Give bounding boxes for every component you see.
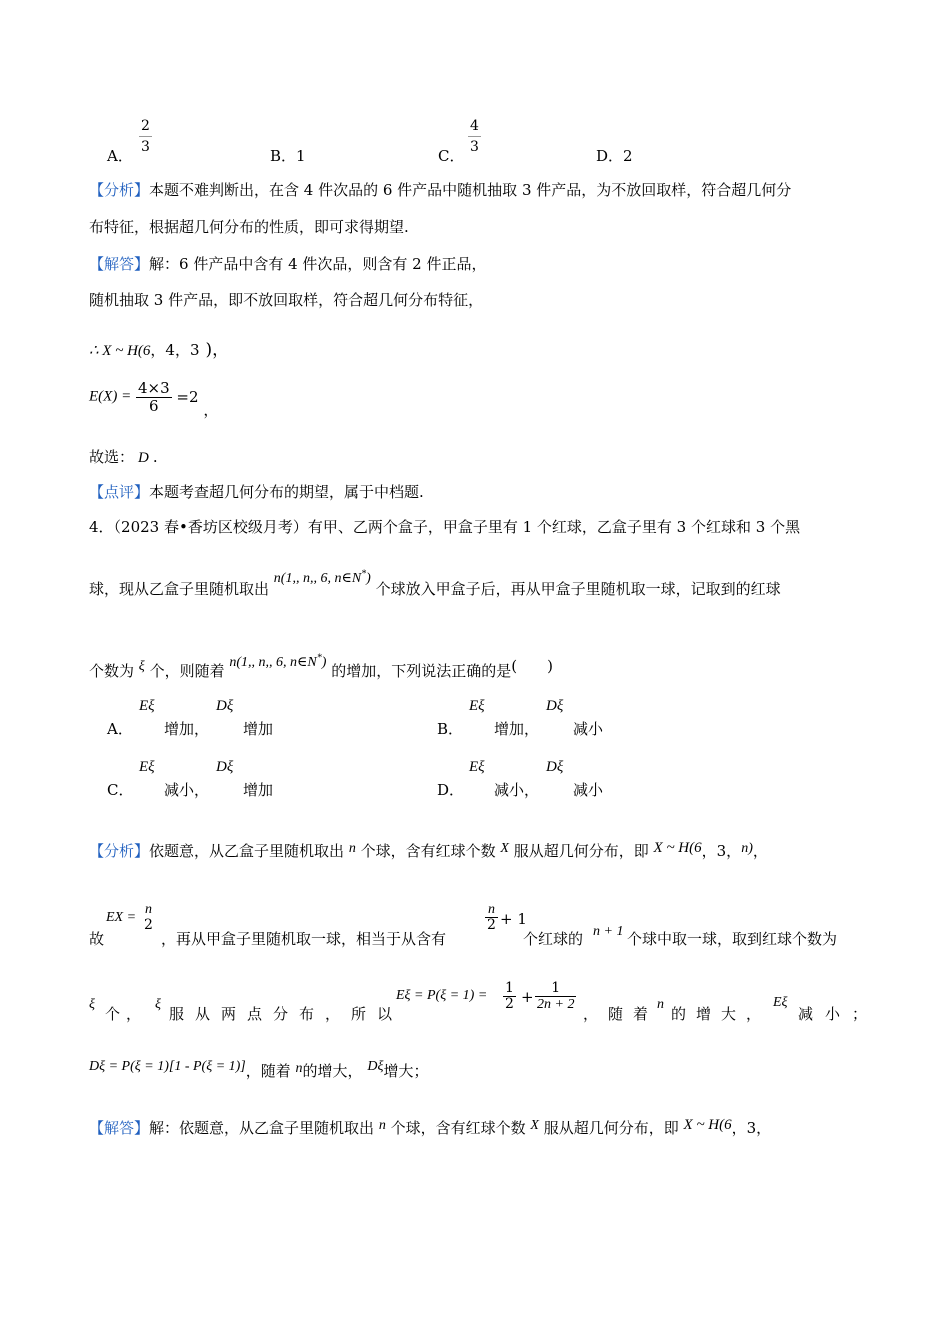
q4-analysis-line1: 【分析】依题意，从乙盒子里随机取出 n 个球，含有红球个数 X 服从超几何分布，即 X ~ H(6，3，n)， xyxy=(89,840,768,860)
q3-option-b[interactable]: B．1 xyxy=(270,147,306,165)
n-set-expression: n(1,, n,, 6, n∈N*) xyxy=(273,568,371,586)
q3-expectation: E(X) = $\frac{4\times 3}{6}$ =2 ， xyxy=(89,379,219,419)
option-label: A． xyxy=(107,147,133,165)
q4-analysis-line3: ξ 个， ξ 服从两点分布，所以 Eξ = P(ξ = 1) = $\frac{1}{2}$ + $\frac{1}{2n + 2}$ ，随着 n 的增大， Eξ 减小； xyxy=(89,980,880,1023)
fraction-two-thirds: $\frac{2}{3}$ xyxy=(139,116,152,158)
q4-option-a[interactable]: A． Eξ 增加， Dξ 增加 xyxy=(107,698,274,738)
expectation-fraction: $\frac{4\times 3}{6}$ xyxy=(137,379,170,415)
q3-option-a[interactable] xyxy=(107,116,150,165)
q4-header: 4．（2023 春•香坊区校级月考）有甲、乙两个盒子，甲盒子里有 1 个红球，乙盒子里有 3 个红球和 3 个黑 xyxy=(89,518,801,536)
xi-symbol: ξ xyxy=(138,659,145,674)
q3-option-d[interactable]: D．2 xyxy=(596,147,633,165)
q4-line3: 个数为 ξ 个，则随着 n(1,, n,, 6, n∈N*) 的增加，下列说法正确的是( ) xyxy=(89,652,553,680)
q4-analysis-line2: 故 EX = $\frac{n}{2}$ ，再从甲盒子里随机取一球，相当于从含有 $\frac{n}{2}$ + 1 个红球的 n + 1 个球中取一球，取到红球个数为 xyxy=(89,902,838,948)
q4-solution-line1: 【解答】解：依题意，从乙盒子里随机取出 n 个球，含有红球个数 X 服从超几何分布，即 X ~ H(6，3， xyxy=(89,1117,772,1137)
q3-comment: 【点评】本题考查超几何分布的期望，属于中档题. xyxy=(89,483,424,501)
q3-analysis-line1: 【分析】本题不难判断出，在含 4 件次品的 6 件产品中随机抽取 3 件产品，为不放回取样，符合超几何分 xyxy=(89,181,792,199)
q3-option-c[interactable] xyxy=(438,116,479,165)
q3-solution-line2: 随机抽取 3 件产品，即不放回取样，符合超几何分布特征， xyxy=(89,291,484,309)
q4-option-c[interactable]: C． Eξ 减小， Dξ 增加 xyxy=(107,759,274,799)
analysis-tag: 【分析】 xyxy=(89,181,150,199)
answer-paren: ( ) xyxy=(511,657,553,675)
solution-tag: 【解答】 xyxy=(89,255,150,273)
q3-solution-line1: 【解答】解：6 件产品中含有 4 件次品，则含有 2 件正品， xyxy=(89,255,487,273)
n-set-expression: n(1,, n,, 6, n∈N*) xyxy=(229,652,327,670)
solution-tag: 【解答】 xyxy=(89,1119,150,1137)
analysis-tag: 【分析】 xyxy=(89,842,150,860)
comment-tag: 【点评】 xyxy=(89,483,150,501)
q3-choice: 故选： D . xyxy=(89,448,158,466)
q3-analysis-line2: 布特征，根据超几何分布的性质，即可求得期望. xyxy=(89,218,409,236)
option-label: C． xyxy=(438,147,465,165)
q4-analysis-line4: Dξ = P(ξ = 1)[1 - P(ξ = 1)]，随着 n的增大， Dξ增大； xyxy=(89,1059,429,1080)
q4-option-d[interactable]: D． Eξ 减小， Dξ 减小 xyxy=(437,759,604,799)
fraction-four-thirds: $\frac{4}{3}$ xyxy=(468,116,481,158)
q4-option-b[interactable]: B． Eξ 增加， Dξ 减小 xyxy=(437,698,604,738)
q3-distribution: ∴ X ~ H(6，4，3 )， xyxy=(89,340,230,360)
q4-line2: 球，现从乙盒子里随机取出 n(1,, n,, 6, n∈N*) 个球放入甲盒子后，再从甲盒子里随机取一球，记取到的红球 xyxy=(89,568,781,598)
